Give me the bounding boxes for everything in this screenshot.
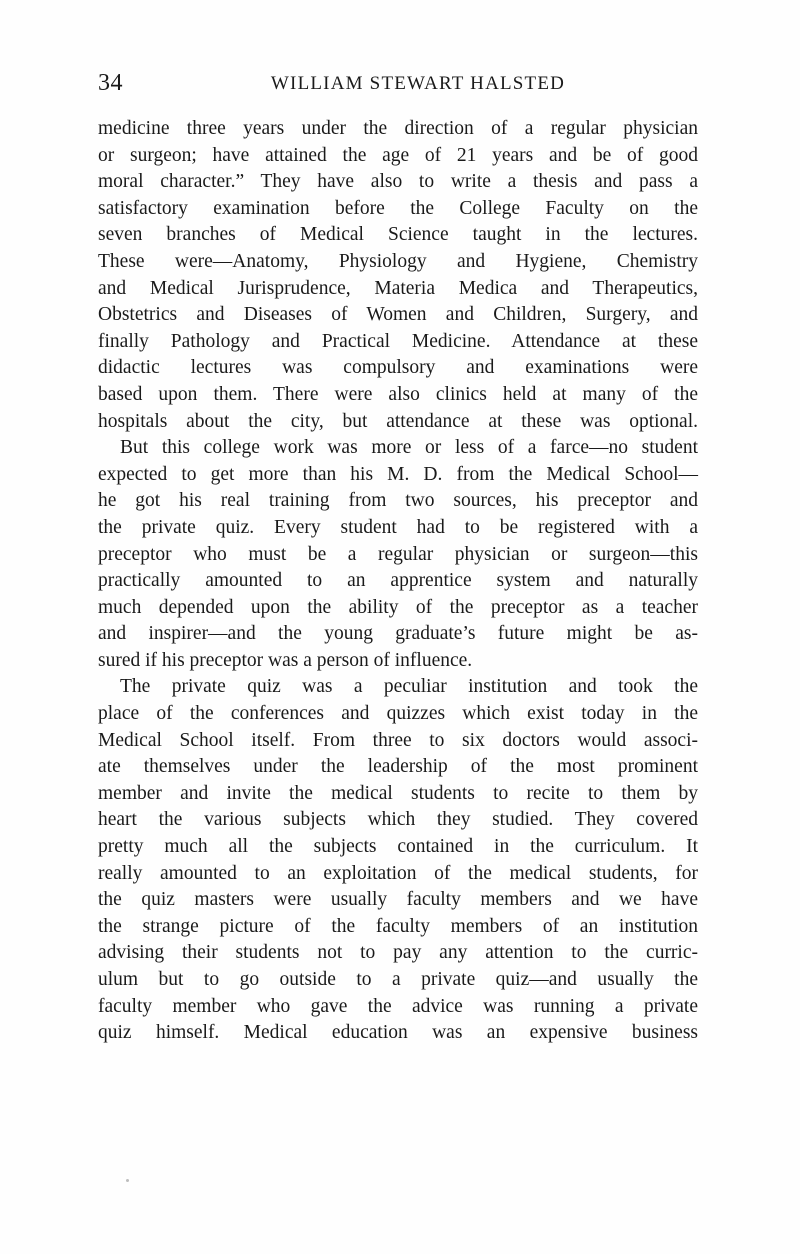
text-line: the private quiz. Every student had to be registered with a xyxy=(98,516,698,538)
body-text xyxy=(98,116,698,1047)
text-line: sured if his preceptor was a person of influence. xyxy=(98,649,473,671)
paper-speck xyxy=(126,1179,129,1182)
text-line: or surgeon; have attained the age of 21 years and be of good xyxy=(98,144,698,166)
running-title: WILLIAM STEWART HALSTED xyxy=(270,73,566,94)
running-head xyxy=(98,70,698,100)
text-line: practically amounted to an apprentice system and naturally xyxy=(98,570,698,592)
text-line: The private quiz was a peculiar institution and took the xyxy=(120,676,698,698)
text-line: These were—Anatomy, Physiology and Hygiene, Chemistry xyxy=(98,250,698,272)
text-line: the strange picture of the faculty members of an institution xyxy=(98,915,698,937)
text-line: faculty member who gave the advice was running a private xyxy=(98,995,698,1017)
text-line: seven branches of Medical Science taught in the lectures. xyxy=(98,224,698,246)
text-line: didactic lectures was compulsory and examinations were xyxy=(98,357,698,379)
text-line: Medical School itself. From three to six doctors would associ- xyxy=(98,729,698,751)
text-line: satisfactory examination before the College Faculty on the xyxy=(98,197,698,219)
text-line: pretty much all the subjects contained in the curriculum. It xyxy=(98,836,698,858)
text-line: much depended upon the ability of the preceptor as a teacher xyxy=(98,596,698,618)
text-line: advising their students not to pay any attention to the curric- xyxy=(98,942,698,964)
text-line: quiz himself. Medical education was an expensive business xyxy=(98,1022,698,1044)
text-line: But this college work was more or less of a farce—no student xyxy=(120,437,698,459)
text-line: and inspirer—and the young graduate’s future might be as- xyxy=(98,623,698,645)
text-line: Obstetrics and Diseases of Women and Children, Surgery, and xyxy=(98,304,698,326)
text-line: hospitals about the city, but attendance at these was optional. xyxy=(98,410,698,432)
page-number: 34 xyxy=(98,70,123,96)
text-line: place of the conferences and quizzes which exist today in the xyxy=(98,703,698,725)
text-line: finally Pathology and Practical Medicine. Attendance at these xyxy=(98,330,698,352)
text-line: member and invite the medical students to recite to them by xyxy=(98,782,698,804)
text-line: ate themselves under the leadership of the most prominent xyxy=(98,756,698,778)
text-line: he got his real training from two sources, his preceptor and xyxy=(98,490,698,512)
text-line: really amounted to an exploitation of the medical students, for xyxy=(98,862,698,884)
text-line: the quiz masters were usually faculty members and we have xyxy=(98,889,698,911)
text-line: ulum but to go outside to a private quiz—and usually the xyxy=(98,969,698,990)
text-line: moral character.” They have also to write a thesis and pass a xyxy=(98,171,698,193)
text-line: expected to get more than his M. D. from the Medical School— xyxy=(98,463,698,485)
text-line: and Medical Jurisprudence, Materia Medica and Therapeutics, xyxy=(98,277,698,299)
text-line: preceptor who must be a regular physician or surgeon—this xyxy=(98,543,698,565)
text-line: based upon them. There were also clinics held at many of the xyxy=(98,383,698,405)
text-line: medicine three years under the direction of a regular physician xyxy=(98,118,698,139)
text-line: heart the various subjects which they studied. They covered xyxy=(98,809,698,831)
